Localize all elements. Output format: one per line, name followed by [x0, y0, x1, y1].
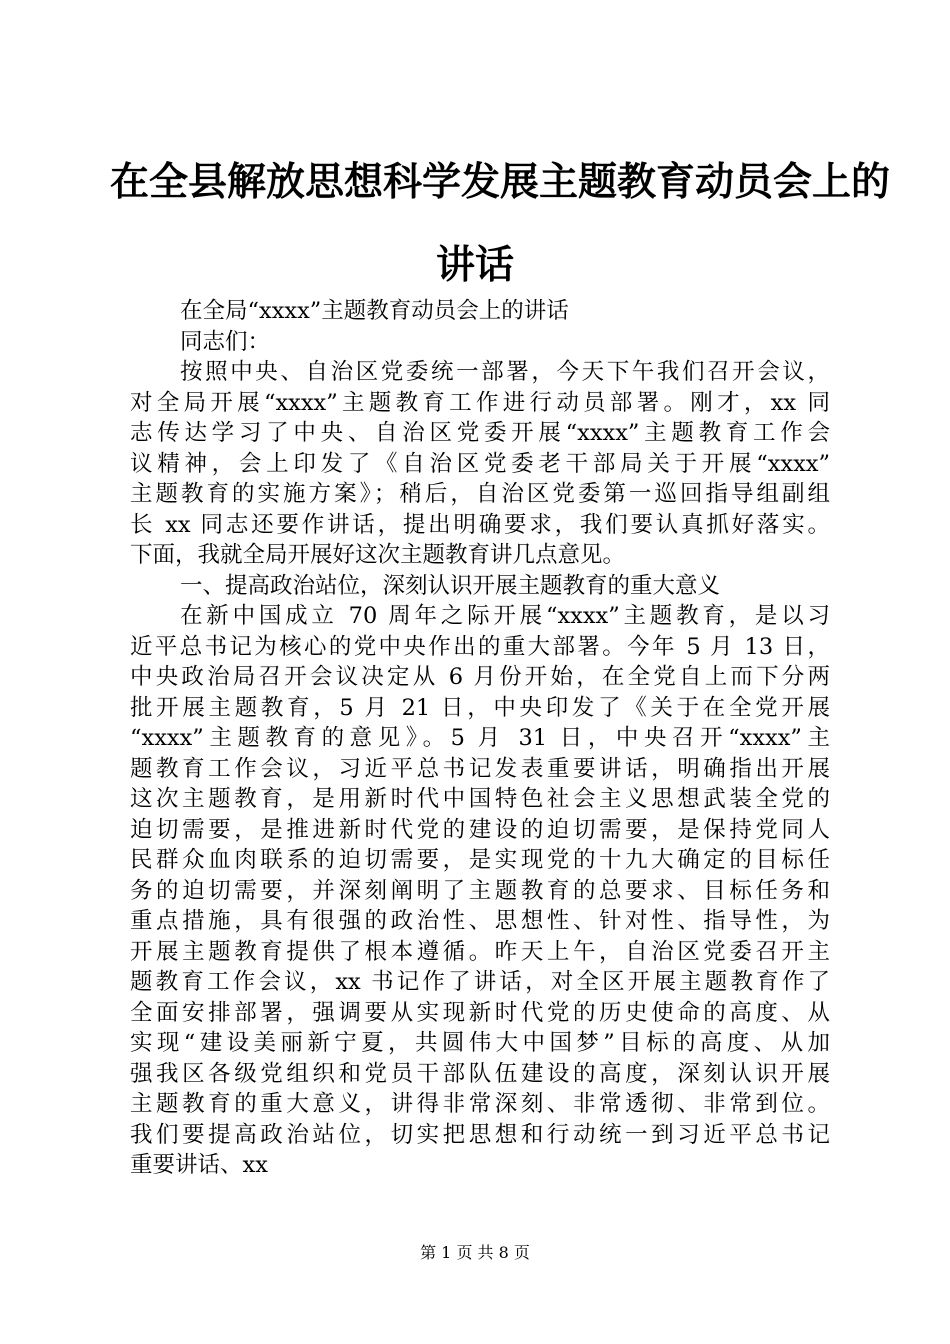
body-text-line: “xxxx”主题教育的意见》。5 月 31 日，中央召开“xxxx”主 — [130, 725, 830, 751]
body-text-line: 批开展主题教育，5 月 21 日，中央印发了《关于在全党开展 — [130, 694, 830, 721]
body-text-line: 主题教育的重大意义，讲得非常深刻、非常透彻、非常到位。 — [130, 1091, 830, 1117]
body-text-line: 重要讲话、xx — [130, 1152, 268, 1178]
body-text-line: 我们要提高政治站位，切实把思想和行动统一到习近平总书记 — [130, 1121, 830, 1148]
body-text-line: 按照中央、自治区党委统一部署，今天下午我们召开会议， — [180, 359, 830, 385]
body-text-line: 对全局开展“xxxx”主题教育工作进行动员部署。刚才，xx 同 — [130, 389, 830, 416]
body-text-line: 主题教育的实施方案》；稍后，自治区党委第一巡回指导组副组 — [130, 481, 830, 507]
page-footer: 第 1 页 共 8 页 — [420, 1243, 530, 1262]
body-text-line: 一、提高政治站位，深刻认识开展主题教育的重大意义 — [180, 572, 721, 599]
body-text-line: 重点措施，具有很强的政治性、思想性、针对性、指导性，为 — [130, 908, 830, 934]
body-text-line: 议精神，会上印发了《自治区党委老干部局关于开展“xxxx” — [130, 450, 830, 477]
body-text-line: 迫切需要，是推进新时代党的建设的迫切需要，是保持党同人 — [130, 816, 830, 843]
body-text-line: 近平总书记为核心的党中央作出的重大部署。今年 5 月 13 日， — [130, 633, 830, 660]
body-text-line: 实现“建设美丽新宁夏，共圆伟大中国梦”目标的高度、从加 — [130, 1030, 830, 1056]
body-text-line: 在全局“xxxx”主题教育动员会上的讲话 — [180, 298, 569, 324]
document-title-line-2: 讲话 — [435, 243, 514, 288]
body-text-line: 全面安排部署，强调要从实现新时代党的历史使命的高度、从 — [130, 999, 830, 1026]
body-text-line: 在新中国成立 70 周年之际开展“xxxx”主题教育，是以习 — [180, 603, 830, 629]
document-title-line-1: 在全县解放思想科学发展主题教育动员会上的 — [110, 160, 891, 205]
body-text-line: 务的迫切需要，并深刻阐明了主题教育的总要求、目标任务和 — [130, 877, 830, 904]
body-text-line: 同志们： — [180, 328, 271, 355]
body-text-line: 强我区各级党组织和党员干部队伍建设的高度，深刻认识开展 — [130, 1060, 830, 1087]
body-text-line: 长 xx 同志还要作讲话，提出明确要求，我们要认真抓好落实。 — [130, 511, 830, 538]
body-text-line: 下面，我就全局开展好这次主题教育讲几点意见。 — [130, 542, 626, 568]
body-text-line: 这次主题教育，是用新时代中国特色社会主义思想武装全党的 — [130, 786, 830, 812]
body-text-line: 志传达学习了中央、自治区党委开展“xxxx”主题教育工作会 — [130, 420, 830, 446]
body-text-line: 中央政治局召开会议决定从 6 月份开始，在全党自上而下分两 — [130, 664, 830, 690]
body-text-line: 民群众血肉联系的迫切需要，是实现党的十九大确定的目标任 — [130, 847, 830, 873]
body-text-line: 题教育工作会议，习近平总书记发表重要讲话，明确指出开展 — [130, 755, 830, 782]
document-body — [130, 296, 830, 1181]
body-text-line: 开展主题教育提供了根本遵循。昨天上午，自治区党委召开主 — [130, 938, 830, 965]
body-text-line: 题教育工作会议，xx 书记作了讲话，对全区开展主题教育作了 — [130, 969, 830, 995]
